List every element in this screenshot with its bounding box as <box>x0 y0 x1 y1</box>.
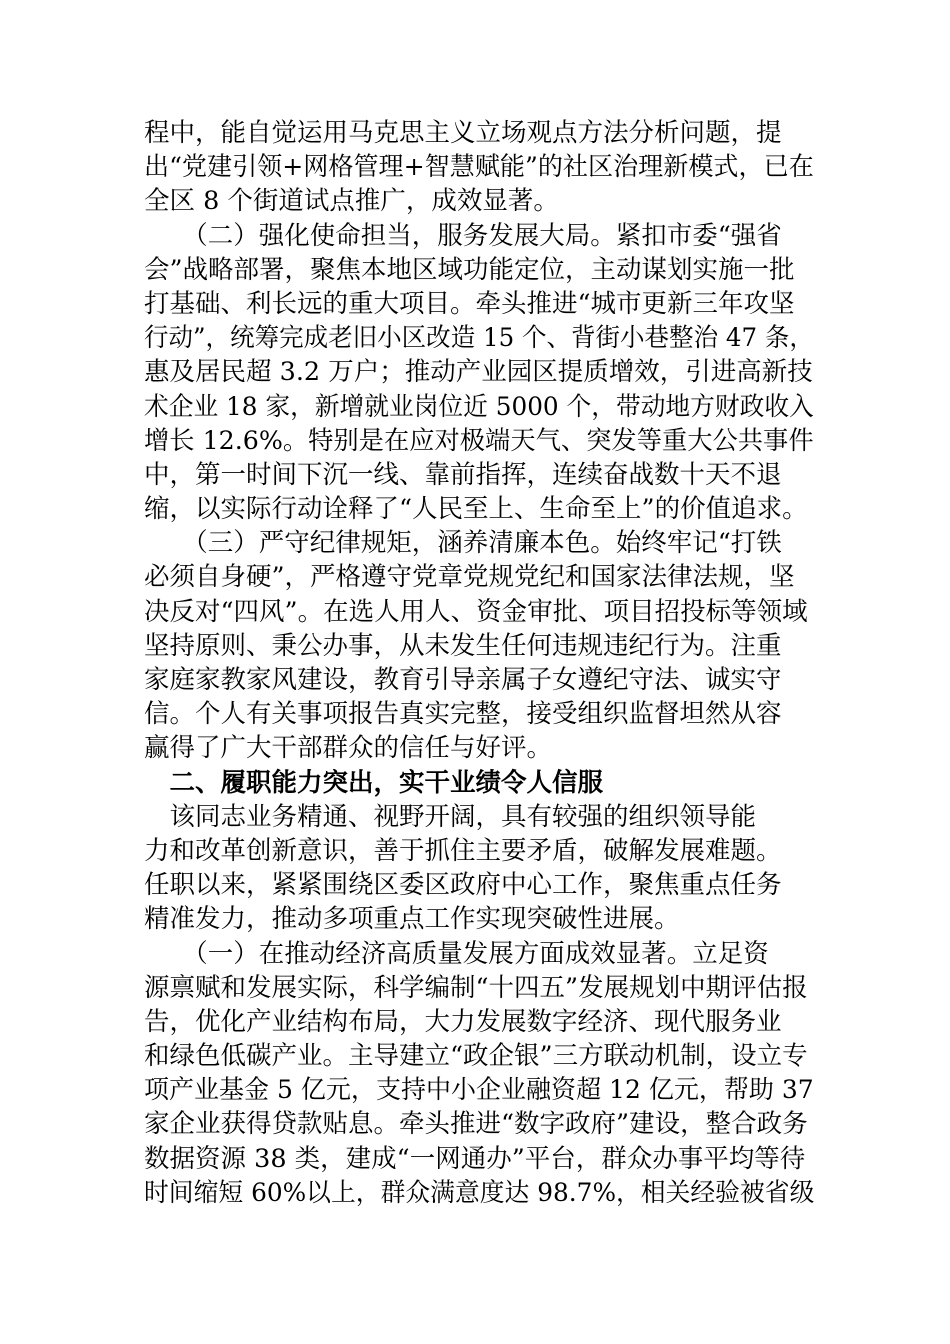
text-line: 缩，以实际行动诠释了“人民至上、生命至上”的价值追求。 <box>144 494 808 525</box>
text-line: 赢得了广大干部群众的信任与好评。 <box>144 733 553 764</box>
text-line: 该同志业务精通、视野开阔，具有较强的组织领导能 <box>144 801 757 832</box>
text-line: 增长 12.6%。特别是在应对极端天气、突发等重大公共事件 <box>144 425 814 456</box>
text-line: 家企业获得贷款贴息。牵头推进“数字政府”建设，整合政务 <box>144 1109 808 1140</box>
section-heading: 二、履职能力突出，实干业绩令人信服 <box>144 767 604 798</box>
text-line: 术企业 18 家，新增就业岗位近 5000 个，带动地方财政收入 <box>144 391 814 422</box>
document-body <box>144 116 814 1210</box>
text-line: 源禀赋和发展实际，科学编制“十四五”发展规划中期评估报 <box>144 972 808 1003</box>
text-line: 必须自身硬”，严格遵守党章党规党纪和国家法律法规，坚 <box>144 562 795 593</box>
text-line: 项产业基金 5 亿元，支持中小企业融资超 12 亿元，帮助 37 <box>144 1075 814 1106</box>
text-line: 家庭家教家风建设，教育引导亲属子女遵纪守法、诚实守 <box>144 665 782 695</box>
text-line: 中，第一时间下沉一线、靠前指挥，连续奋战数十天不退 <box>144 459 782 490</box>
subsection-heading-line: （二）强化使命担当，服务发展大局。紧扣市委“强省 <box>144 220 782 251</box>
text-line: 坚持原则、秉公办事，从未发生任何违规违纪行为。注重 <box>144 630 782 661</box>
text-line: 打基础、利长远的重大项目。牵头推进“城市更新三年攻坚 <box>144 288 795 319</box>
text-line: 全区 8 个街道试点推广，成效显著。 <box>144 186 559 217</box>
text-line: 时间缩短 60%以上，群众满意度达 98.7%，相关经验被省级 <box>144 1177 815 1208</box>
subsection-heading-line: （三）严守纪律规矩，涵养清廉本色。始终牢记“打铁 <box>144 528 782 559</box>
text-line: 出“党建引领+网格管理+智慧赋能”的社区治理新模式，已在 <box>144 152 814 183</box>
text-line: 力和改革创新意识，善于抓住主要矛盾，破解发展难题。 <box>144 835 782 866</box>
text-line: 任职以来，紧紧围绕区委区政府中心工作，聚焦重点任务 <box>144 870 782 901</box>
text-line: 和绿色低碳产业。主导建立“政企银”三方联动机制，设立专 <box>144 1041 808 1072</box>
subsection-heading-line: （一）在推动经济高质量发展方面成效显著。立足资 <box>144 938 769 969</box>
text-line: 惠及居民超 3.2 万户；推动产业园区提质增效，引进高新技 <box>144 357 813 388</box>
text-line: 会”战略部署，聚焦本地区域功能定位，主动谋划实施一批 <box>144 254 795 285</box>
text-line: 程中，能自觉运用马克思主义立场观点方法分析问题，提 <box>144 118 782 148</box>
text-line: 决反对“四风”。在选人用人、资金审批、项目招投标等领域 <box>144 596 808 627</box>
text-line: 行动”，统筹完成老旧小区改造 15 个、背街小巷整治 47 条， <box>144 323 814 354</box>
text-line: 信。个人有关事项报告真实完整，接受组织监督坦然从容 <box>144 699 782 730</box>
text-line: 数据资源 38 类，建成“一网通办”平台，群众办事平均等待 <box>144 1143 806 1174</box>
text-line: 精准发力，推动多项重点工作实现突破性进展。 <box>144 904 680 935</box>
text-line: 告，优化产业结构布局，大力发展数字经济、现代服务业 <box>144 1006 782 1037</box>
